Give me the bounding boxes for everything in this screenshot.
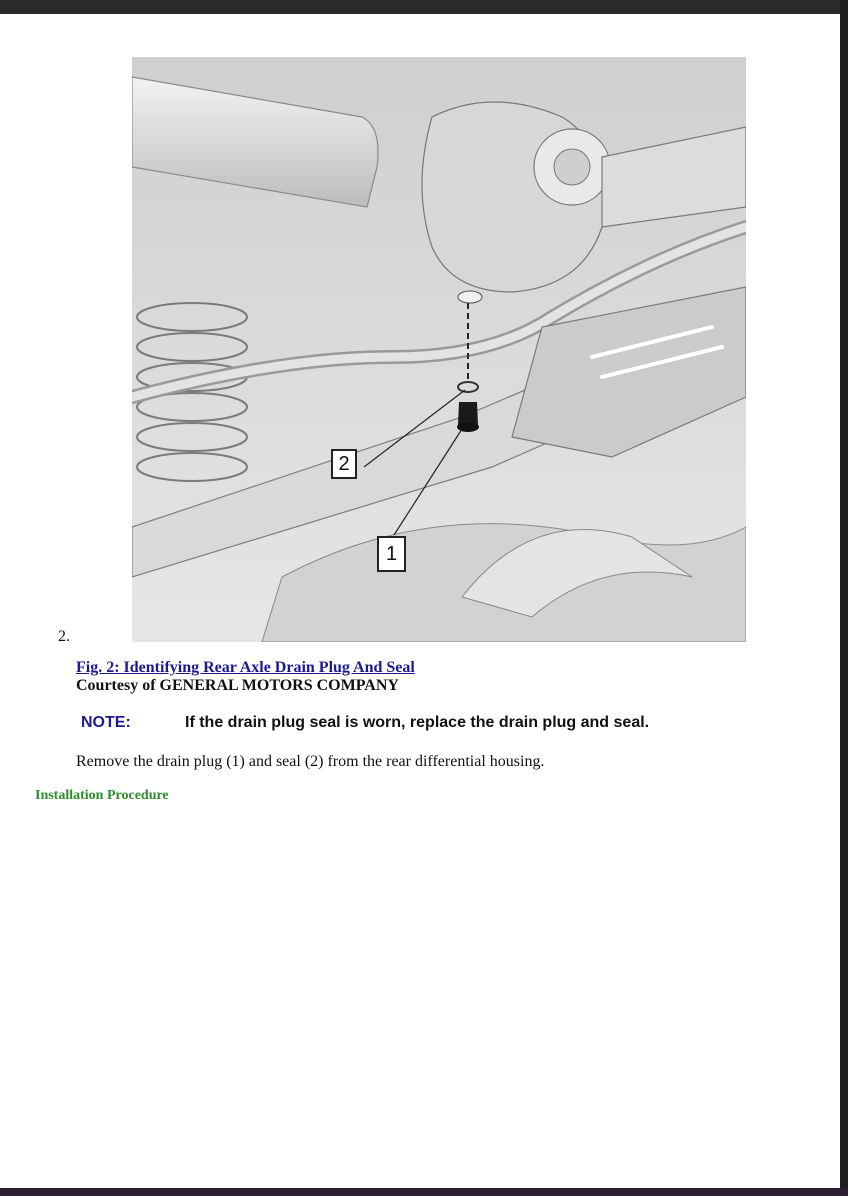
figure-credit: Courtesy of GENERAL MOTORS COMPANY — [76, 677, 399, 694]
step-number: 2. — [58, 628, 70, 645]
callout-2: 2 — [331, 449, 357, 479]
window-top-bar — [0, 0, 848, 14]
note-label: NOTE: — [81, 714, 131, 731]
note-text: If the drain plug seal is worn, replace the drain plug and seal. — [185, 714, 650, 731]
window-right-edge — [840, 0, 848, 1196]
instruction-text: Remove the drain plug (1) and seal (2) from the rear differential housing. — [76, 753, 545, 770]
callout-1: 1 — [377, 536, 406, 572]
rear-axle-illustration — [132, 57, 746, 642]
window-bottom-bar — [0, 1188, 848, 1196]
section-heading: Installation Procedure — [35, 788, 169, 803]
figure-caption-link[interactable]: Fig. 2: Identifying Rear Axle Drain Plug And Seal — [76, 659, 415, 676]
